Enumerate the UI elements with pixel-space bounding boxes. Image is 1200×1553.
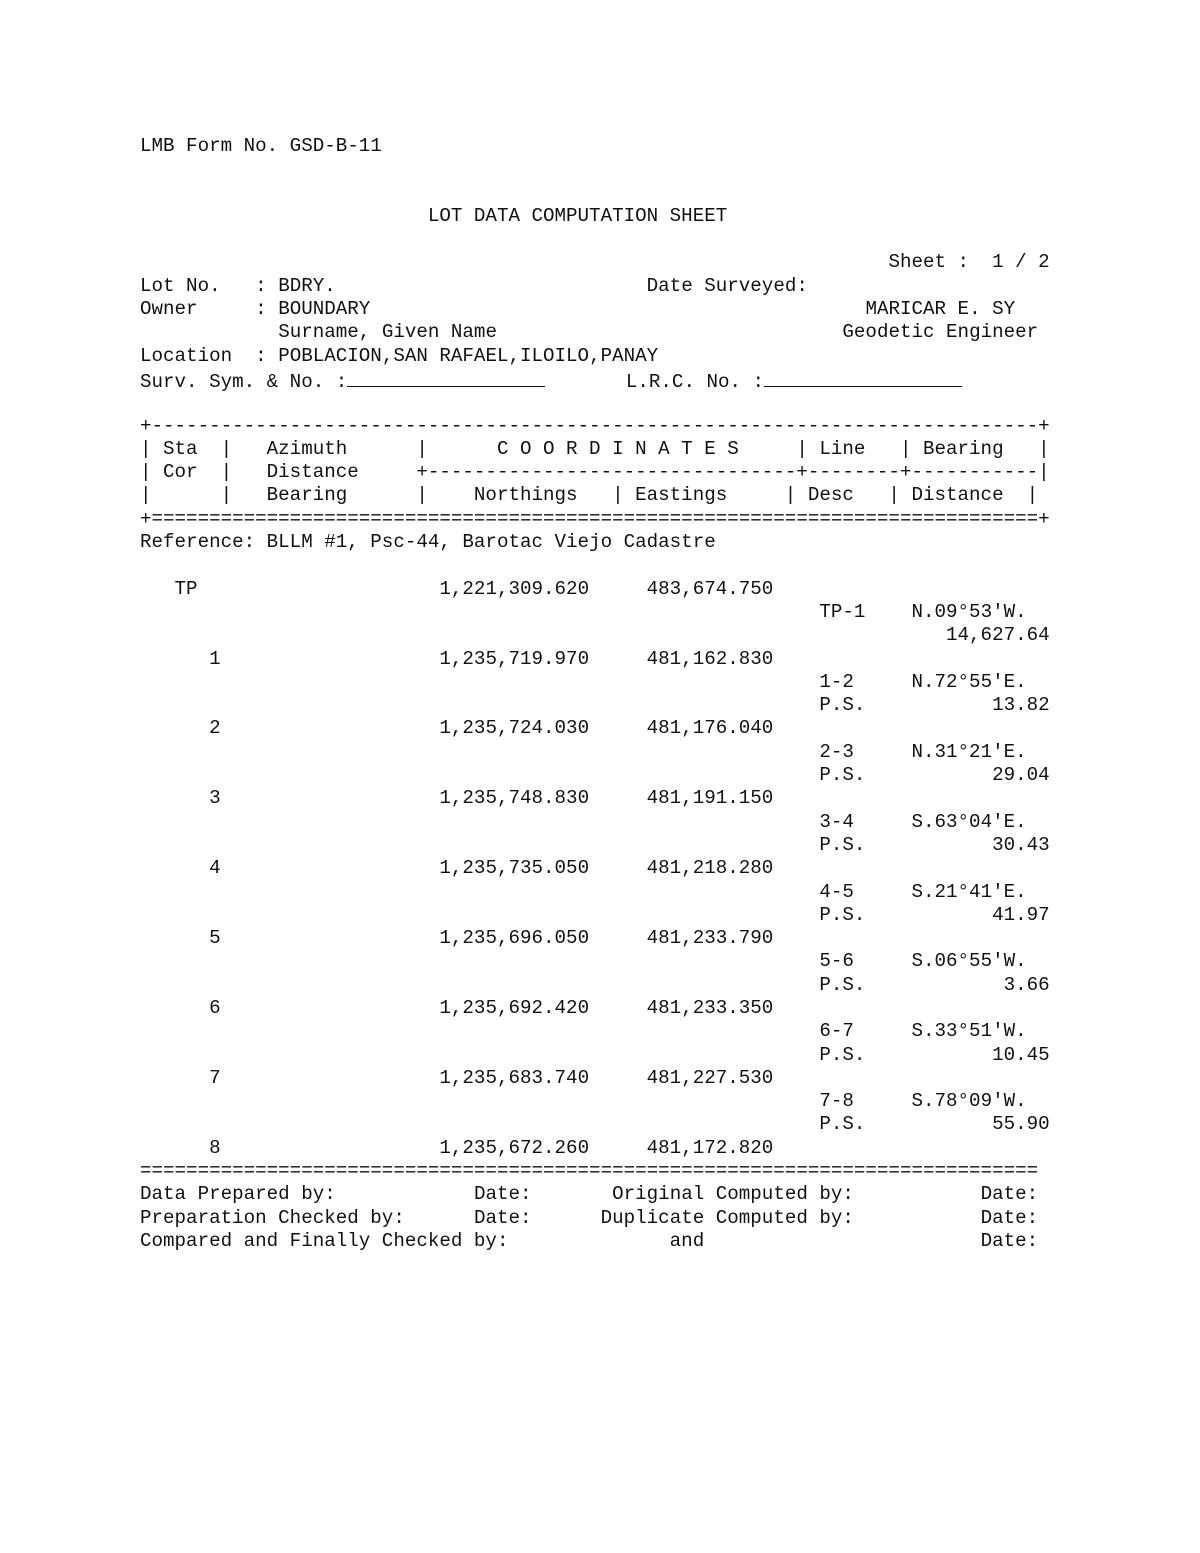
easting: 481,227.530 [646,1066,774,1089]
line-row [140,1020,1050,1043]
bearing: N.09°53'W. [911,600,1027,623]
easting: 481,172.820 [646,1136,774,1159]
station-row [140,927,1050,950]
distance: 10.45 [992,1043,1050,1066]
distance-row [140,904,1050,927]
line-row [140,601,1050,624]
owner-label: Owner [140,298,198,321]
engineer-name: MARICAR E. SY [865,298,1016,321]
easting: 481,233.790 [646,927,774,950]
date-surveyed-label: Date Surveyed: [646,274,808,297]
distance-row [140,694,1050,717]
header-row-1: | Sta | Azimuth | C O O R D I N A T E S | Line | Bearing | [140,437,1050,460]
date-label: Date: [980,1229,1039,1252]
compared-checked-label: Compared and Finally Checked by: [140,1229,509,1252]
station-row [140,997,1050,1020]
line-row [140,811,1050,834]
footer-line [140,1183,1050,1206]
location-line: Location : POBLACION,SAN RAFAEL,ILOILO,PANAY [140,344,659,367]
distance: 55.90 [992,1113,1050,1136]
northing: 1,235,672.260 [439,1136,590,1159]
header-row-2: | Cor | Distance +--------------------------------+--------+-----------| [140,461,1050,484]
station-row [140,648,1050,671]
distance: 41.97 [992,903,1050,926]
northing: 1,235,735.050 [439,857,590,880]
and-label: and [669,1229,705,1252]
line-row [140,741,1050,764]
easting: 483,674.750 [646,577,774,600]
line-desc: P.S. [819,833,866,856]
distance: 13.82 [992,694,1050,717]
line-desc: P.S. [819,903,866,926]
northing: 1,235,748.830 [439,787,590,810]
bearing: S.21°41'E. [911,880,1027,903]
line-row [140,1090,1050,1113]
engineer-title: Geodetic Engineer [842,321,1039,344]
distance-row [140,1044,1050,1067]
line-id: 5-6 [819,950,854,973]
bearing: S.06°55'W. [911,950,1027,973]
reference: Reference: BLLM #1, Psc-44, Barotac Viejo Cadastre [140,531,716,554]
northing: 1,235,719.970 [439,647,590,670]
station-row [140,857,1050,880]
blank-line [140,391,1050,414]
station-id: 5 [209,927,221,950]
sheet-line [140,251,1050,274]
station-id: 7 [209,1066,221,1089]
original-computed-label: Original Computed by: [612,1183,854,1206]
distance: 14,627.64 [946,624,1050,647]
header-line [140,461,1050,484]
line-id: 2-3 [819,740,854,763]
sheet-title: LOT DATA COMPUTATION SHEET [427,204,728,227]
owner-name: BOUNDARY [278,298,371,321]
duplicate-computed-label: Duplicate Computed by: [600,1206,854,1229]
distance-row [140,834,1050,857]
table-border [140,415,1050,438]
owner-sub-line [140,321,1050,344]
station-id: 4 [209,857,221,880]
northing: 1,235,724.030 [439,717,590,740]
table-border-top: +-----------------------------------------------------------------------------+ [140,414,1050,437]
line-id: 3-4 [819,810,854,833]
surv-sym-field[interactable] [347,368,545,387]
blank-line [140,228,1050,251]
blank-line [140,158,1050,181]
table-border [140,508,1050,531]
distance-row [140,974,1050,997]
northing: 1,235,683.740 [439,1066,590,1089]
station-row [140,787,1050,810]
bearing: N.31°21'E. [911,740,1027,763]
prepared-by-label: Data Prepared by: [140,1183,336,1206]
footer-rule: ============================================================================== [140,1160,1039,1183]
owner-sublabel: Surname, Given Name [278,321,497,344]
date-label: Date: [473,1183,532,1206]
distance-row [140,624,1050,647]
distance: 3.66 [1003,973,1050,996]
title-line [140,205,1050,228]
station-id: 3 [209,787,221,810]
station-row [140,1067,1050,1090]
location-label: Location [140,344,233,367]
header-line [140,438,1050,461]
northing: 1,221,309.620 [439,577,590,600]
easting: 481,233.350 [646,996,774,1019]
prep-checked-label: Preparation Checked by: [140,1206,405,1229]
line-desc: P.S. [819,764,866,787]
station-id: TP [174,577,198,600]
computation-sheet [140,135,1050,1253]
station-id: 2 [209,717,221,740]
blank-line [140,182,1050,205]
easting: 481,162.830 [646,647,774,670]
line-desc: P.S. [819,694,866,717]
reference-line [140,531,1050,554]
line-desc: P.S. [819,973,866,996]
station-id: 6 [209,996,221,1019]
lot-line: Lot No. : BDRY. Date Surveyed: [140,274,808,297]
header-line [140,484,1050,507]
footer-line [140,1230,1050,1253]
date-label: Date: [980,1183,1039,1206]
northing: 1,235,696.050 [439,927,590,950]
lrc-label: L.R.C. No. : [625,370,765,393]
distance-row [140,764,1050,787]
station-row [140,1137,1050,1160]
distance-row [140,1113,1050,1136]
date-label: Date: [980,1206,1039,1229]
bearing: S.63°04'E. [911,810,1027,833]
lrc-field[interactable] [764,368,962,387]
line-row [140,671,1050,694]
bearing: S.33°51'W. [911,1020,1027,1043]
line-id: 1-2 [819,670,854,693]
station-id: 1 [209,647,221,670]
lot-number: BDRY. [278,274,336,297]
line-id: 7-8 [819,1090,854,1113]
station-row [140,717,1050,740]
sheet-label: Sheet : [888,251,970,274]
line-desc: P.S. [819,1113,866,1136]
distance: 29.04 [992,764,1050,787]
blank-line [140,554,1050,577]
northing: 1,235,692.420 [439,996,590,1019]
form-number: LMB Form No. GSD-B-11 [140,135,382,157]
distance: 30.43 [992,833,1050,856]
line-id: 4-5 [819,880,854,903]
header-row-3: | | Bearing | Northings | Eastings | Desc | Distance | [140,484,1039,507]
table-border-bottom: +=============================================================================+ [140,507,1050,530]
bearing: N.72°55'E. [911,670,1027,693]
form-number-line [140,135,1050,158]
line-row [140,881,1050,904]
footer-rule-line [140,1160,1050,1183]
owner-line: Owner : BOUNDARY MARICAR E. SY [140,298,1016,321]
station-row [140,578,1050,601]
easting: 481,218.280 [646,857,774,880]
footer-line [140,1207,1050,1230]
easting: 481,191.150 [646,787,774,810]
easting: 481,176.040 [646,717,774,740]
line-id: TP-1 [819,600,866,623]
surv-line [140,368,1050,391]
line-id: 6-7 [819,1020,854,1043]
bearing: S.78°09'W. [911,1090,1027,1113]
location-value: POBLACION,SAN RAFAEL,ILOILO,PANAY [278,344,659,367]
surv-sym-label: Surv. Sym. & No. : [140,370,348,393]
date-label: Date: [473,1206,532,1229]
station-id: 8 [209,1136,221,1159]
line-desc: P.S. [819,1043,866,1066]
line-row [140,950,1050,973]
sheet-number: 1 / 2 [992,251,1050,274]
lot-label: Lot No. [140,274,221,297]
